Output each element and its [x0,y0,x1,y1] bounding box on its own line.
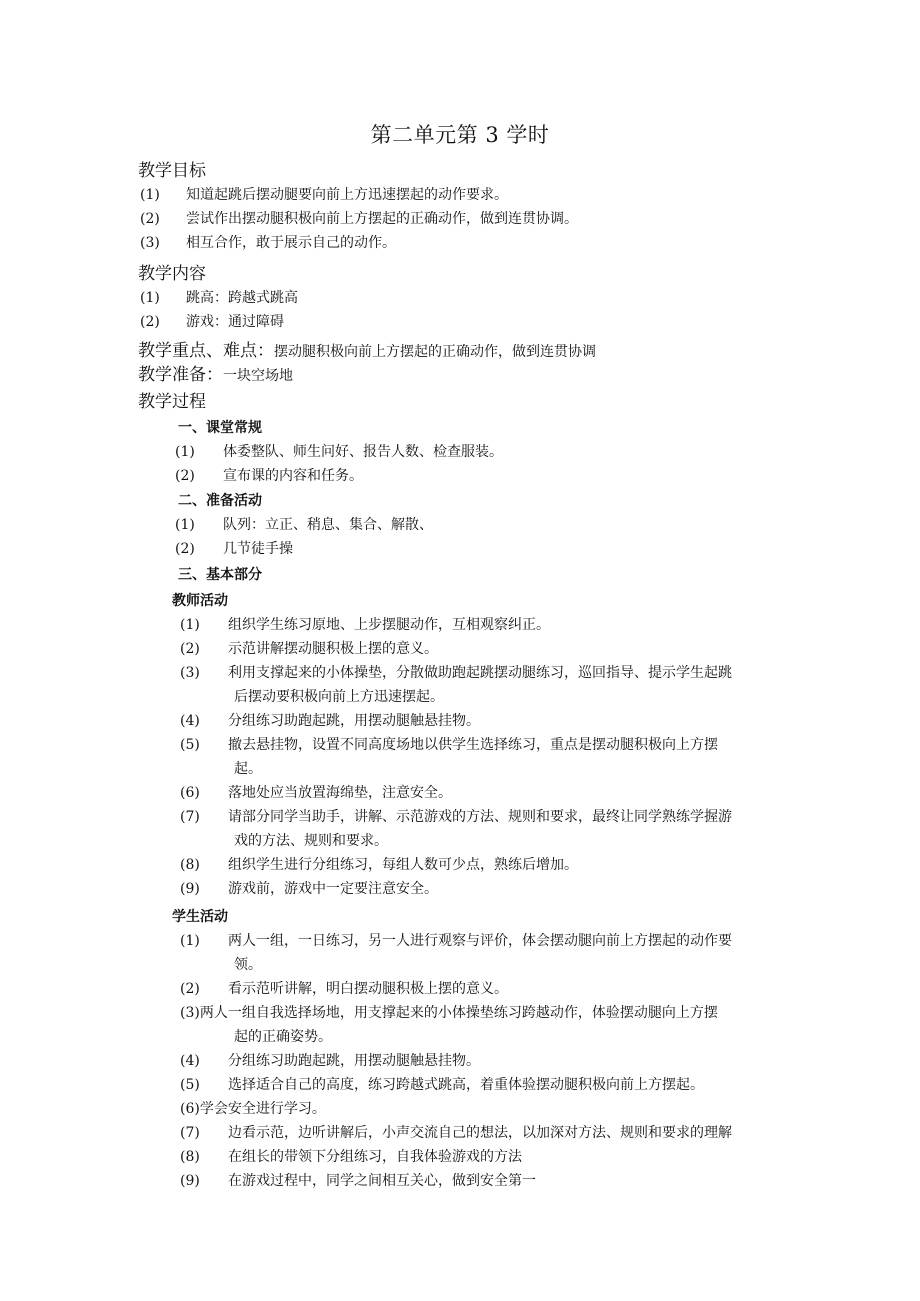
list-item [140,231,798,255]
item-continuation: 后摆动要积极向前上方迅速摆起。 [234,689,444,705]
preparation-line [138,364,838,386]
preparation-label: 教学准备： [138,365,223,385]
item-text: 分组练习助跑起跳，用摆动腿触悬挂物。 [228,713,480,729]
list-item [180,853,792,877]
focus-label: 教学重点、难点： [138,341,274,361]
item-continuation: 领。 [234,957,262,973]
item-number: (4) [180,713,200,729]
item-number: (2) [140,314,160,330]
item-number: (2) [175,541,195,557]
list-item [180,877,792,901]
item-number: (2) [180,981,200,997]
list-item [180,733,792,781]
item-text: 几节徒手操 [223,541,293,557]
item-text: 落地处应当放置海绵垫，注意安全。 [228,785,452,801]
section1-list [175,440,795,488]
item-continuation: 起的正确姿势。 [234,1029,332,1045]
item-continuation: 起。 [234,761,262,777]
list-item [180,805,792,853]
item-continuation: 戏的方法、规则和要求。 [234,833,388,849]
item-text: 边看示范，边听讲解后，小声交流自己的想法，以加深对方法、规则和要求的理解 [228,1125,732,1141]
list-item [180,613,792,637]
list-item [180,1073,792,1097]
item-text: 看示范听讲解，明白摆动腿积极上摆的意义。 [228,981,508,997]
item-number: (4) [180,1053,200,1069]
item-number: (2) [140,211,160,227]
section3 [175,563,795,587]
page-title: 第二单元第 3 学时 [370,123,550,147]
list-item [180,1145,792,1169]
content-section [138,263,798,334]
list-item [180,1097,792,1121]
list-item [140,310,798,334]
item-text: 选择适合自己的高度，练习跨越式跳高，着重体验摆动腿积极向前上方摆起。 [228,1077,704,1093]
content-heading: 教学内容 [138,264,206,284]
list-item [180,1001,792,1049]
item-number: (9) [180,1173,200,1189]
item-text: 游戏前，游戏中一定要注意安全。 [228,881,438,897]
item-text: 学会安全进行学习。 [199,1101,326,1117]
item-text: 在组长的带领下分组练习，自我体验游戏的方法 [228,1149,522,1165]
item-number: (2) [180,641,200,657]
process-heading [138,391,206,413]
student-list [180,929,792,1193]
item-text: 队列：立正、稍息、集合、解散、 [223,517,433,533]
item-number: (6) [180,785,200,801]
item-text: 体委整队、师生问好、报告人数、检查服装。 [223,444,503,460]
section3-heading: 三、基本部分 [178,567,262,583]
item-text: 请部分同学当助手，讲解、示范游戏的方法、规则和要求，最终让同学熟练学握游 [228,809,732,825]
list-item [180,781,792,805]
item-number: (1) [140,290,160,306]
list-item [180,1169,792,1193]
list-item [140,286,798,310]
list-item [180,709,792,733]
list-item [175,537,795,561]
item-text: 游戏：通过障碍 [186,314,284,330]
item-text: 宣布课的内容和任务。 [223,468,363,484]
preparation-text: 一块空场地 [223,368,293,384]
list-item [175,440,795,464]
item-number: (9) [180,881,200,897]
item-number: (6) [180,1101,200,1117]
student-section [172,905,792,1193]
list-item [175,513,795,537]
teacher-list [180,613,792,901]
student-heading: 学生活动 [172,909,228,925]
list-item [180,1049,792,1073]
item-number: (8) [180,857,200,873]
item-text: 相互合作，敢于展示自己的动作。 [186,235,396,251]
list-item [180,1121,792,1145]
item-number: (1) [140,187,160,203]
item-text: 组织学生练习原地、上步摆腿动作，互相观察纠正。 [228,617,550,633]
item-text: 示范讲解摆动腿积极上摆的意义。 [228,641,438,657]
item-number: (8) [180,1149,200,1165]
section2 [175,489,795,561]
list-item [140,207,798,231]
item-number: (1) [175,444,195,460]
item-number: (2) [175,468,195,484]
item-number: (3) [140,235,160,251]
objectives-heading: 教学目标 [138,161,206,181]
focus-text: 摆动腿积极向前上方摆起的正确动作，做到连贯协调 [274,344,596,360]
item-text: 尝试作出摆动腿积极向前上方摆起的正确动作，做到连贯协调。 [186,211,578,227]
teacher-heading: 教师活动 [172,593,228,609]
item-text: 两人一组自我选择场地，用支撑起来的小体操垫练习跨越动作，体验摆动腿向上方摆 [199,1005,718,1021]
list-item [180,637,792,661]
objectives-section [138,160,798,255]
item-text: 跳高：跨越式跳高 [186,290,298,306]
section1 [175,416,795,488]
list-item [175,464,795,488]
focus-line [138,340,838,362]
process-heading-text: 教学过程 [138,392,206,412]
item-number: (1) [180,617,200,633]
item-text: 撤去悬挂物，设置不同高度场地以供学生选择练习，重点是摆动腿积极向上方摆 [228,737,718,753]
item-number: (5) [180,1077,200,1093]
section1-heading: 一、课堂常规 [178,420,262,436]
item-text: 知道起跳后摆动腿要向前上方迅速摆起的动作要求。 [186,187,508,203]
section2-list [175,513,795,561]
item-text: 两人一组，一日练习，另一人进行观察与评价，体会摆动腿向前上方摆起的动作要 [228,933,732,949]
list-item [180,929,792,977]
item-number: (1) [180,933,200,949]
item-text: 利用支撑起来的小体操垫，分散做助跑起跳摆动腿练习，巡回指导、提示学生起跳 [228,665,732,681]
list-item [180,977,792,1001]
content-list [140,286,798,334]
item-number: (3) [180,665,200,681]
item-text: 分组练习助跑起跳，用摆动腿触悬挂物。 [228,1053,480,1069]
teacher-section [172,589,792,901]
list-item [180,661,792,709]
item-number: (7) [180,809,200,825]
item-number: (7) [180,1125,200,1141]
item-number: (1) [175,517,195,533]
item-text: 在游戏过程中，同学之间相互关心，做到安全第一 [228,1173,536,1189]
item-number: (3) [180,1005,200,1021]
item-text: 组织学生进行分组练习，每组人数可少点，熟练后增加。 [228,857,578,873]
section2-heading: 二、准备活动 [178,493,262,509]
item-number: (5) [180,737,200,753]
objectives-list [140,183,798,255]
list-item [140,183,798,207]
